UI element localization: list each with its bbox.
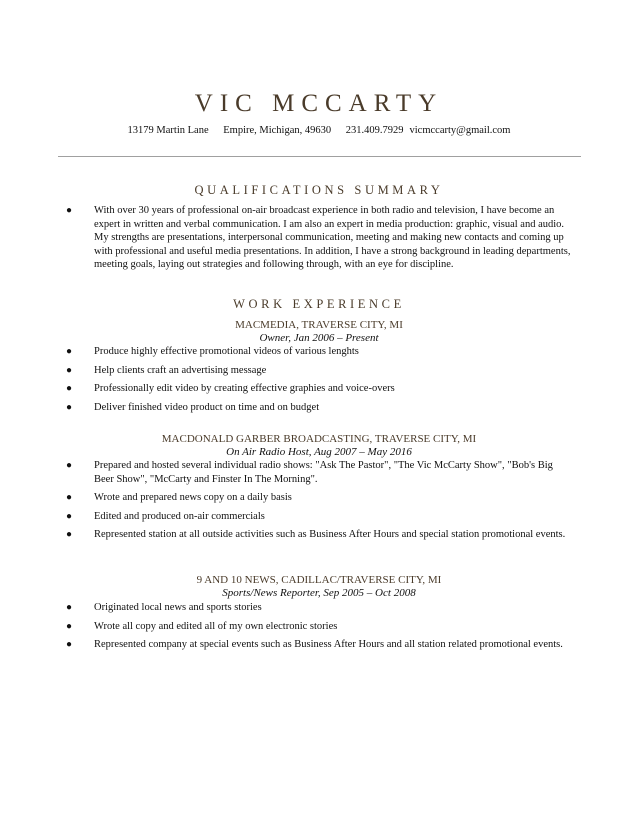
qualifications-text: With over 30 years of professional on-air broadcast experience in both radio and television, I have become an expert in written and verbal communication. I am also an expert in media production: graphic, visual and audio. My strengths are presentations, interpersonal communication, meeting and making new contacts and coming up with professional and useful media presentations. In addition, I have a strong background in leading departments, meeting goals, laying out strategies and following through, with an eye for discipline. — [94, 205, 571, 270]
list-item — [0, 204, 638, 272]
job-role: On Air Radio Host, Aug 2007 – May 2016 — [226, 446, 412, 458]
bullet-icon: ● — [66, 602, 73, 613]
list-item — [0, 382, 638, 396]
list-item — [0, 401, 638, 415]
bullet-icon: ● — [66, 492, 73, 503]
duty-text: Prepared and hosted several individual radio shows: "Ask The Pastor", "The Vic McCarty Show", "Bob's Big Beer Show", "McCarty and Finster In The Morning". — [94, 460, 553, 485]
bullet-icon: ● — [66, 205, 73, 216]
duty-text: Produce highly effective promotional videos of various lenghts — [94, 346, 359, 357]
list-item — [0, 601, 638, 615]
duty-text: Help clients craft an advertising message — [94, 364, 267, 376]
duty-text: Professionally edit video by creating effective graphies and voice-overs — [94, 383, 395, 394]
job-company: MACDONALD GARBER BROADCASTING, TRAVERSE CITY, MI — [161, 433, 477, 445]
contact-address: 13179 Martin Lane — [127, 125, 209, 136]
job-role: Owner, Jan 2006 – Present — [259, 332, 379, 344]
duty-text: Represented company at special events such as Business After Hours and all station related promotional events. — [94, 639, 563, 650]
job-role: Sports/News Reporter, Sep 2005 – Oct 2008 — [222, 587, 416, 599]
bullet-icon: ● — [66, 383, 73, 394]
list-item — [0, 459, 638, 486]
duty-text: Wrote and prepared news copy on a daily basis — [94, 492, 292, 503]
qualifications-heading: QUALIFICATIONS SUMMARY — [194, 183, 444, 197]
duty-text: Edited and produced on-air commercials — [94, 510, 265, 522]
duty-text: Represented station at all outside activities such as Business After Hours and special station promotional events. — [94, 529, 566, 540]
work-experience-heading: WORK EXPERIENCE — [233, 297, 405, 311]
bullet-icon: ● — [66, 529, 73, 540]
list-item — [0, 345, 638, 359]
bullet-icon: ● — [66, 460, 73, 471]
bullet-icon: ● — [66, 346, 73, 357]
qualifications-list — [0, 204, 638, 272]
bullet-icon: ● — [66, 401, 73, 413]
bullet-icon: ● — [66, 364, 73, 376]
list-item — [0, 510, 638, 524]
job-company: 9 AND 10 NEWS, CADILLAC/TRAVERSE CITY, MI — [196, 574, 442, 586]
contact-line — [0, 124, 638, 138]
contact-email: vicmccarty@gmail.com — [409, 125, 511, 136]
list-item — [0, 638, 638, 652]
list-item — [0, 491, 638, 505]
candidate-name: VIC MCCARTY — [194, 90, 444, 117]
contact-phone: 231.409.7929 — [345, 125, 404, 136]
contact-city: Empire, Michigan, 49630 — [223, 125, 332, 136]
job-duties-list — [0, 345, 638, 419]
duty-text: Deliver finished video product on time and on budget — [94, 401, 320, 413]
job-duties-list — [0, 601, 638, 657]
list-item — [0, 364, 638, 378]
duty-text: Originated local news and sports stories — [94, 602, 262, 613]
list-item — [0, 528, 638, 542]
header-divider — [58, 156, 581, 157]
bullet-icon: ● — [66, 639, 73, 650]
bullet-icon: ● — [66, 620, 73, 632]
duty-text: Wrote all copy and edited all of my own electronic stories — [94, 620, 338, 632]
bullet-icon: ● — [66, 510, 73, 522]
list-item — [0, 620, 638, 634]
job-duties-list — [0, 459, 638, 547]
job-company: MACMEDIA, TRAVERSE CITY, MI — [235, 319, 403, 331]
